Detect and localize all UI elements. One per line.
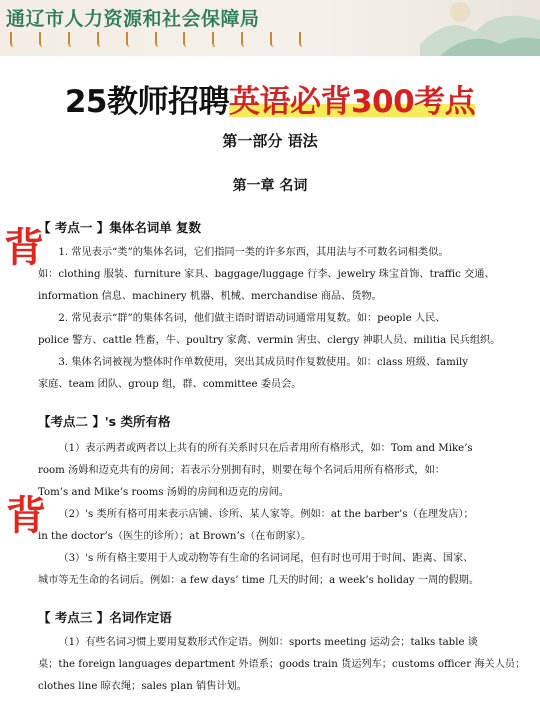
title-black-part: 25教师招聘 <box>64 84 229 120</box>
section-heading: 【 考点一 】集体名词单 复数 <box>38 220 202 235</box>
text-line: 2. 常见表示“群”的集体名词，他们做主语时谓语动词通常用复数。如：people 人民、 <box>58 313 446 324</box>
text-line: 桌；the foreign languages department 外语系；goods train 货运列车；customs officer 海关人员； <box>38 659 526 670</box>
text-line: police 警方、cattle 牲畜，牛、poultry 家禽、vermin 害虫、clergy 神职人员、militia 民兵组织。 <box>38 335 501 346</box>
section-heading: 【 考点三 】名词作定语 <box>38 610 172 625</box>
part-title: 第一部分 语法 <box>222 132 318 150</box>
paragraph <box>38 632 526 698</box>
text-line: （2）'s 类所有格可用来表示店铺、诊所、某人家等。例如：at the barber’s（在理发店）； <box>58 509 474 520</box>
memorize-stamp: 背 <box>4 224 44 271</box>
landscape-decoration-icon <box>420 0 540 56</box>
chapter-title: 第一章 名词 <box>232 178 308 194</box>
memorize-stamp: 背 <box>6 492 46 539</box>
text-line: （1）有些名词习惯上要用复数形式作定语。例如：sports meeting 运动会；talks table 谈 <box>58 637 478 648</box>
text-line: 1. 常见表示“类”的集体名词，它们指同一类的许多东西，其用法与不可数名词相类似。 <box>58 247 449 258</box>
paragraph <box>38 438 504 592</box>
text-line: （1）表示两者或两者以上共有的所有关系时只在后者用所有格形式，如：Tom and Mike’s <box>58 443 473 454</box>
section-heading: 【考点二 】's 类所有格 <box>38 414 171 429</box>
banner-title: 通辽市人力资源和社会保障局 <box>6 8 260 30</box>
text-line: Tom’s and Mike’s rooms 汤姆的房间和迈克的房间。 <box>38 487 290 498</box>
text-line: information 信息、machinery 机器、机械、merchandise 商品、货物。 <box>38 291 382 302</box>
paragraph <box>38 242 504 396</box>
text-line: clothes line 晾衣绳；sales plan 销售计划。 <box>38 681 247 692</box>
text-line: 家庭、team 团队、group 组，群、committee 委员会。 <box>38 379 302 390</box>
text-line: room 汤姆和迈克共有的房间；若表示分别拥有时，则要在每个名词后用所有格形式，如： <box>38 465 445 476</box>
text-line: in the doctor’s（医生的诊所）；at Brown’s（在布朗家）。 <box>38 531 312 542</box>
mongolian-script-decoration <box>10 32 310 48</box>
text-line: （3）'s 所有格主要用于人或动物等有生命的名词词尾，但有时也可用于时间、距离、国家、 <box>58 553 474 564</box>
text-line: 如：clothing 服装、furniture 家具、baggage/luggage 行李、jewelry 珠宝首饰、traffic 交通、 <box>38 269 495 280</box>
page-main-title <box>0 76 540 121</box>
text-line: 城市等无生命的名词后。例如：a few days’ time 几天的时间；a week’s holiday 一周的假期。 <box>38 575 480 586</box>
text-line: 3. 集体名词被视为整体时作单数使用，突出其成员时作复数使用。如：class 班级、family <box>58 357 469 368</box>
header-banner <box>0 0 540 56</box>
title-highlight-part: 英语必背300考点 <box>228 84 476 120</box>
